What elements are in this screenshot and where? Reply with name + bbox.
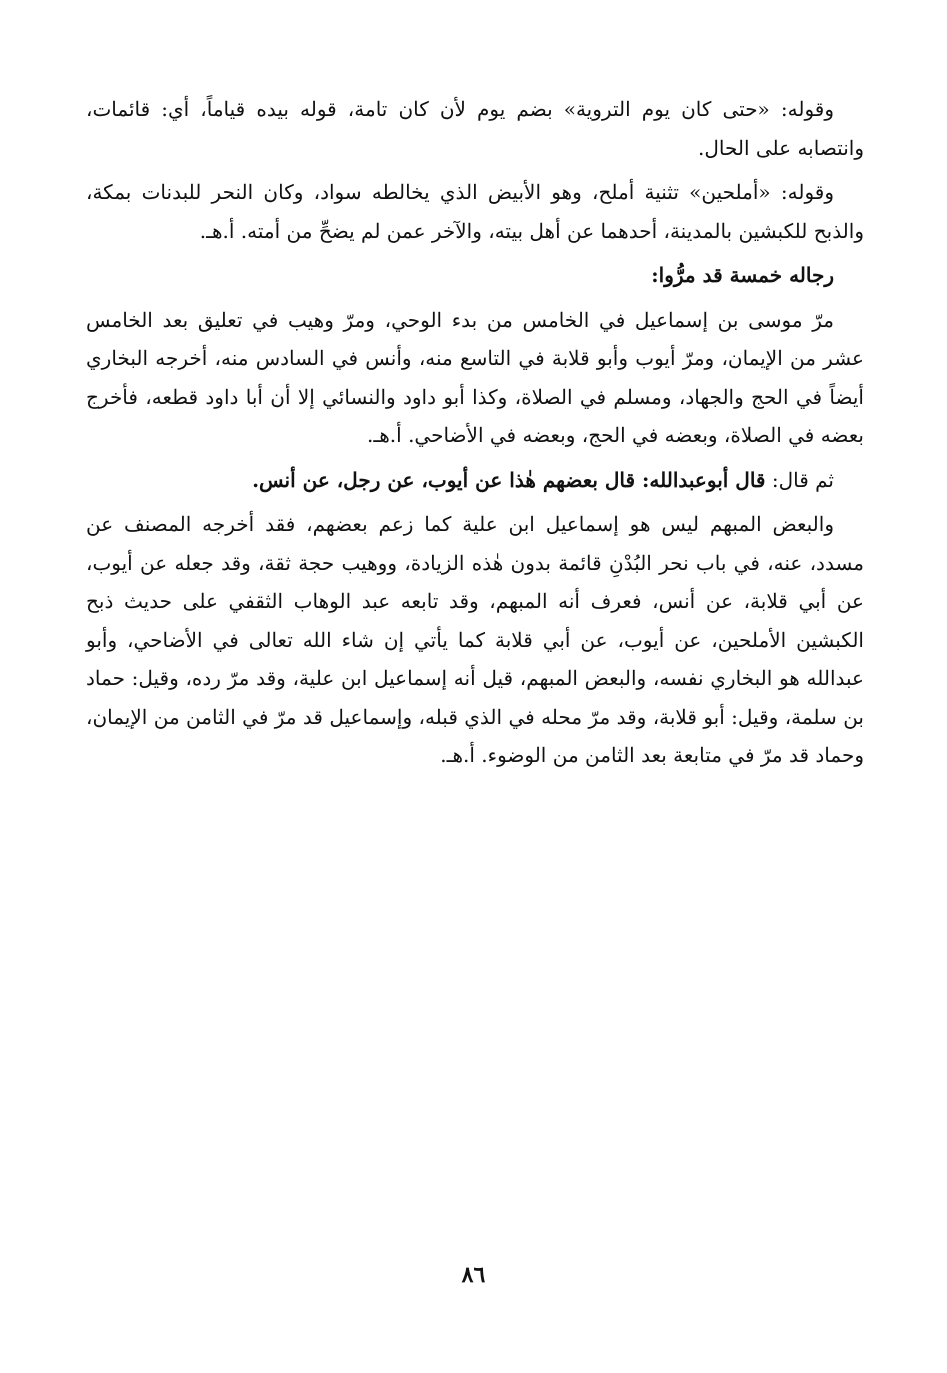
paragraph-tarwiya: وقوله: «حتى كان يوم التروية» بضم يوم لأن كان تامة، قوله بيده قياماً، أي: قائمات، وانتصابه على الحال. [86,97,864,160]
page-number: ٨٦ [461,1262,486,1288]
quote-bold: قال أبوعبدالله: قال بعضهم هٰذا عن أيوب، عن رجل، عن أنس. [252,467,766,492]
paragraph-narrators: مرّ موسى بن إسماعيل في الخامس من بدء الوحي، ومرّ وهيب في تعليق بعد الخامس عشر من الإيمان، ومرّ أيوب وأبو قلابة في التاسع منه، وأنس في السادس منه، أخرجه البخاري أيضاً في الحج والجهاد، ومسلم في الصلاة، وكذا أبو داود والنسائي إلا أن أبا داود قطعه، فأخرج بعضه في الصلاة، وبعضه في الحج، وبعضه في الأضاحي. أ.هـ. [86,307,864,447]
paragraph-commentary: والبعض المبهم ليس هو إسماعيل ابن علية كما زعم بعضهم، فقد أخرجه المصنف عن مسدد، عنه، في باب نحر البُدْنِ قائمة بدون هٰذه الزيادة، ووهيب حجة ثقة، وقد جعله عن أيوب، عن أبي قلابة، عن أنس، فعرف أنه المبهم، وقد تابعه عبد الوهاب الثقفي على حديث ذبح الكبشين الأملحين، عن أيوب، عن أبي قلابة كما يأتي إن شاء الله تعالى في الأضاحي، وأبو عبدالله هو البخاري نفسه، والبعض المبهم، قيل أنه إسماعيل ابن علية، وقد مرّ رده، وقيل: حماد بن سلمة، وقيل: أبو قلابة، وقد مرّ محله في الذي قبله، وإسماعيل قد مرّ في الثامن من الإيمان، وحماد قد مرّ في متابعة بعد الثامن من الوضوء. أ.هـ. [86,512,864,767]
paragraph-amlahayn: وقوله: «أملحين» تثنية أملح، وهو الأبيض الذي يخالطه سواد، وكان النحر للبدنات بمكة، والذبح للكبشين بالمدينة، أحدهما عن أهل بيته، والآخر عمن لم يضحِّ من أمته. أ.هـ. [86,180,864,243]
quote-prefix: ثم قال: [765,467,834,492]
paragraph-quote [86,461,864,500]
section-heading: رجاله خمسة قد مرُّوا: [651,263,834,287]
page-body [86,90,864,781]
